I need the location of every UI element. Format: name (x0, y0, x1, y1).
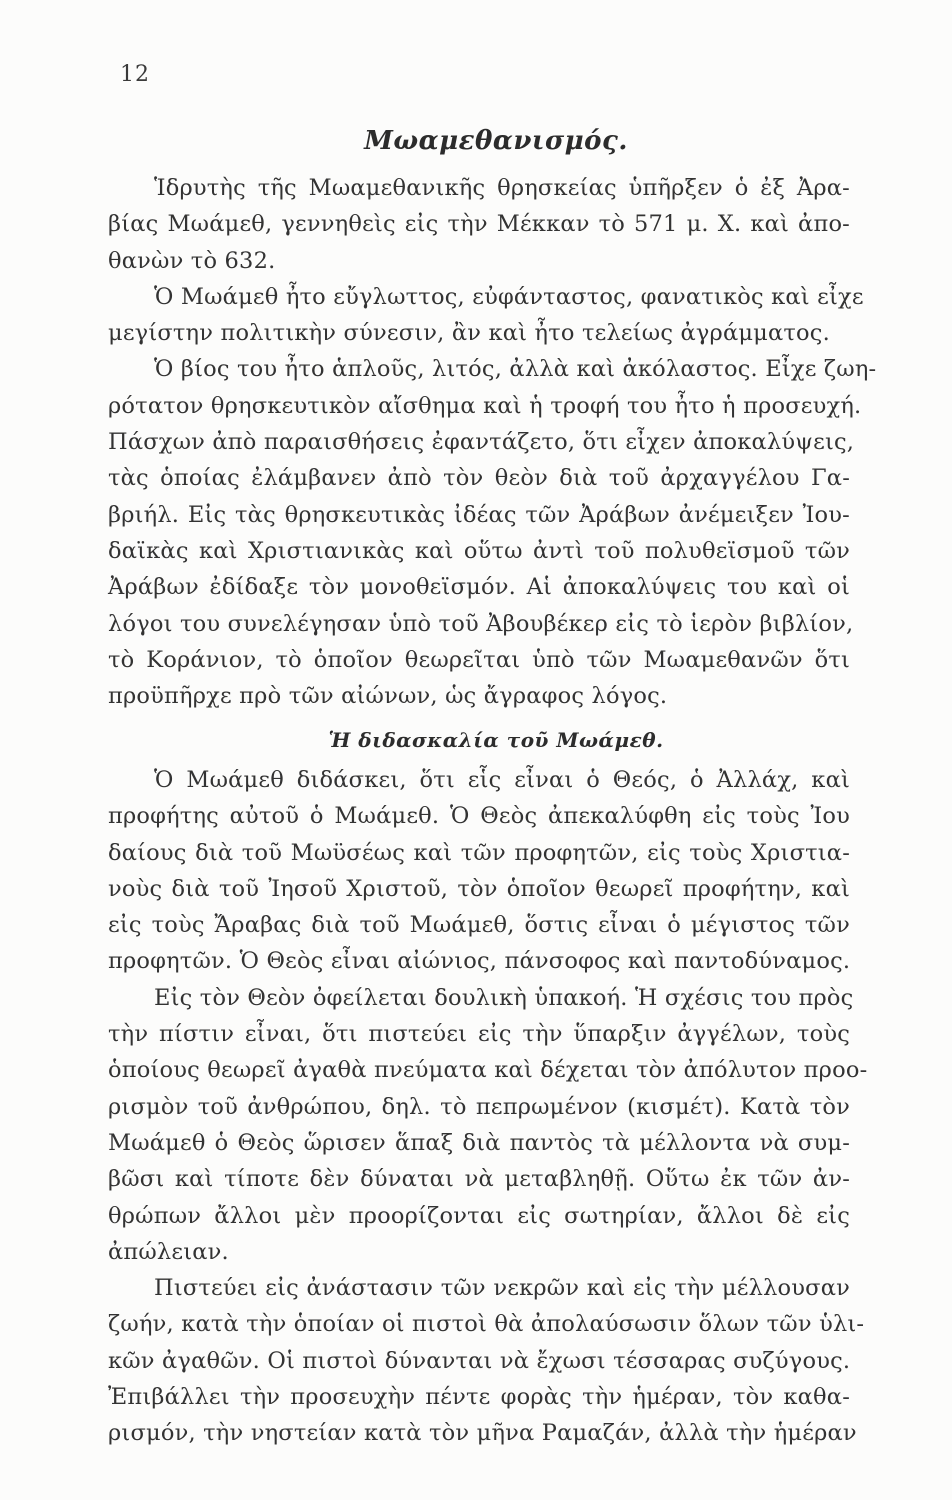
text-line: Ἐπιβάλλει τὴν προσευχὴν πέντε φορὰς τὴν ἡμέραν, τὸν καθα- (108, 1384, 850, 1411)
text-line: προϋπῆρχε πρὸ τῶν αἰώνων, ὡς ἄγραφος λόγος. (108, 683, 668, 710)
text-line: Ἀράβων ἐδίδαξε τὸν μονοθεϊσμόν. Αἱ ἀποκαλύψεις του καὶ οἱ (108, 574, 850, 601)
chapter-title: Μωαμεθανισμός. (364, 126, 628, 156)
page-number: 12 (120, 62, 150, 87)
section-subtitle: Ἡ διδασκαλία τοῦ Μωάμεθ. (328, 728, 664, 752)
text-line: τὸ Κοράνιον, τὸ ὁποῖον θεωρεῖται ὑπὸ τῶν Μωαμεθανῶν ὅτι (108, 646, 850, 673)
text-line: θανὼν τὸ 632. (108, 247, 276, 274)
text-line: Εἰς τὸν Θεὸν ὀφείλεται δουλικὴ ὑπακοή. Ἡ σχέσις του πρὸς (154, 984, 854, 1011)
text-line: βίας Μωάμεθ, γεννηθεὶς εἰς τὴν Μέκκαν τὸ 571 μ. Χ. καὶ ἀπο- (108, 211, 850, 238)
text-line: Ὁ Μωάμεθ διδάσκει, ὅτι εἷς εἶναι ὁ Θεός, ὁ Ἀλλάχ, καὶ (154, 767, 850, 793)
text-line: εἰς τοὺς Ἄραβας διὰ τοῦ Μωάμεθ, ὅστις εἶναι ὁ μέγιστος τῶν (108, 912, 850, 939)
text-line: δαϊκὰς καὶ Χριστιανικὰς καὶ οὕτω ἀντὶ τοῦ πολυθεϊσμοῦ τῶν (108, 537, 850, 564)
text-line: προφητῶν. Ὁ Θεὸς εἶναι αἰώνιος, πάνσοφος καὶ παντοδύναμος. (108, 948, 851, 975)
text-line: Πιστεύει εἰς ἀνάστασιν τῶν νεκρῶν καὶ εἰς τὴν μέλλουσαν (154, 1275, 850, 1302)
text-line: κῶν ἀγαθῶν. Οἱ πιστοὶ δύνανται νὰ ἔχωσι τέσσαρας συζύγους. (108, 1347, 851, 1374)
text-line: βριήλ. Εἰς τὰς θρησκευτικὰς ἰδέας τῶν Ἀράβων ἀνέμειξεν Ἰου- (108, 501, 850, 528)
text-line: ζωήν, κατὰ τὴν ὁποίαν οἱ πιστοὶ θὰ ἀπολαύσωσιν ὅλων τῶν ὑλι- (108, 1311, 865, 1338)
text-line: προφήτης αὐτοῦ ὁ Μωάμεθ. Ὁ Θεὸς ἀπεκαλύφθη εἰς τοὺς Ἰου (108, 803, 850, 830)
text-line: Ὁ Μωάμεθ ἦτο εὔγλωττος, εὐφάνταστος, φανατικὸς καὶ εἶχε (154, 283, 864, 310)
text-line: ρότατον θρησκευτικὸν αἴσθημα καὶ ἡ τροφή του ἦτο ἡ προσευχή. (108, 392, 862, 419)
text-line: Μωάμεθ ὁ Θεὸς ὥρισεν ἅπαξ διὰ παντὸς τὰ μέλλοντα νὰ συμ- (108, 1129, 850, 1156)
text-line: Ἱδρυτὴς τῆς Μωαμεθανικῆς θρησκείας ὑπῆρξεν ὁ ἐξ Ἀρα- (154, 175, 850, 201)
text-line: δαίους διὰ τοῦ Μωϋσέως καὶ τῶν προφητῶν, εἰς τοὺς Χριστια- (108, 839, 850, 866)
text-line: θρώπων ἄλλοι μὲν προορίζονται εἰς σωτηρίαν, ἄλλοι δὲ εἰς (108, 1202, 850, 1229)
section-1-text (108, 170, 877, 714)
text-line: ρισμὸν τοῦ ἀνθρώπου, δηλ. τὸ πεπρωμένον (κισμέτ). Κατὰ τὸν (108, 1093, 850, 1120)
text-line: λόγοι του συνελέγησαν ὑπὸ τοῦ Ἀβουβέκερ εἰς τὸ ἱερὸν βιβλίον, (108, 610, 854, 637)
section-2-text (108, 762, 868, 1452)
text-line: νοὺς διὰ τοῦ Ἰησοῦ Χριστοῦ, τὸν ὁποῖον θεωρεῖ προφήτην, καὶ (108, 875, 850, 902)
text-line: βῶσι καὶ τίποτε δὲν δύναται νὰ μεταβληθῇ. Οὕτω ἐκ τῶν ἀν- (108, 1166, 850, 1193)
text-line: τὴν πίστιν εἶναι, ὅτι πιστεύει εἰς τὴν ὕπαρξιν ἀγγέλων, τοὺς (108, 1021, 850, 1048)
text-line: ἀπώλειαν. (108, 1238, 229, 1265)
text-line: Πάσχων ἀπὸ παραισθήσεις ἐφαντάζετο, ὅτι εἶχεν ἀποκαλύψεις, (108, 429, 855, 456)
text-line: Ὁ βίος του ἦτο ἁπλοῦς, λιτός, ἀλλὰ καὶ ἀκόλαστος. Εἶχε ζωη- (154, 356, 877, 383)
text-line: ὁποίους θεωρεῖ ἀγαθὰ πνεύματα καὶ δέχεται τὸν ἀπόλυτον προο- (108, 1057, 868, 1084)
text-line: τὰς ὁποίας ἐλάμβανεν ἀπὸ τὸν θεὸν διὰ τοῦ ἀρχαγγέλου Γα- (108, 465, 850, 492)
text-line: ρισμόν, τὴν νηστείαν κατὰ τὸν μῆνα Ραμαζάν, ἀλλὰ τὴν ἡμέραν (108, 1420, 857, 1447)
text-line: μεγίστην πολιτικὴν σύνεσιν, ἂν καὶ ἦτο τελείως ἀγράμματος. (108, 320, 830, 347)
